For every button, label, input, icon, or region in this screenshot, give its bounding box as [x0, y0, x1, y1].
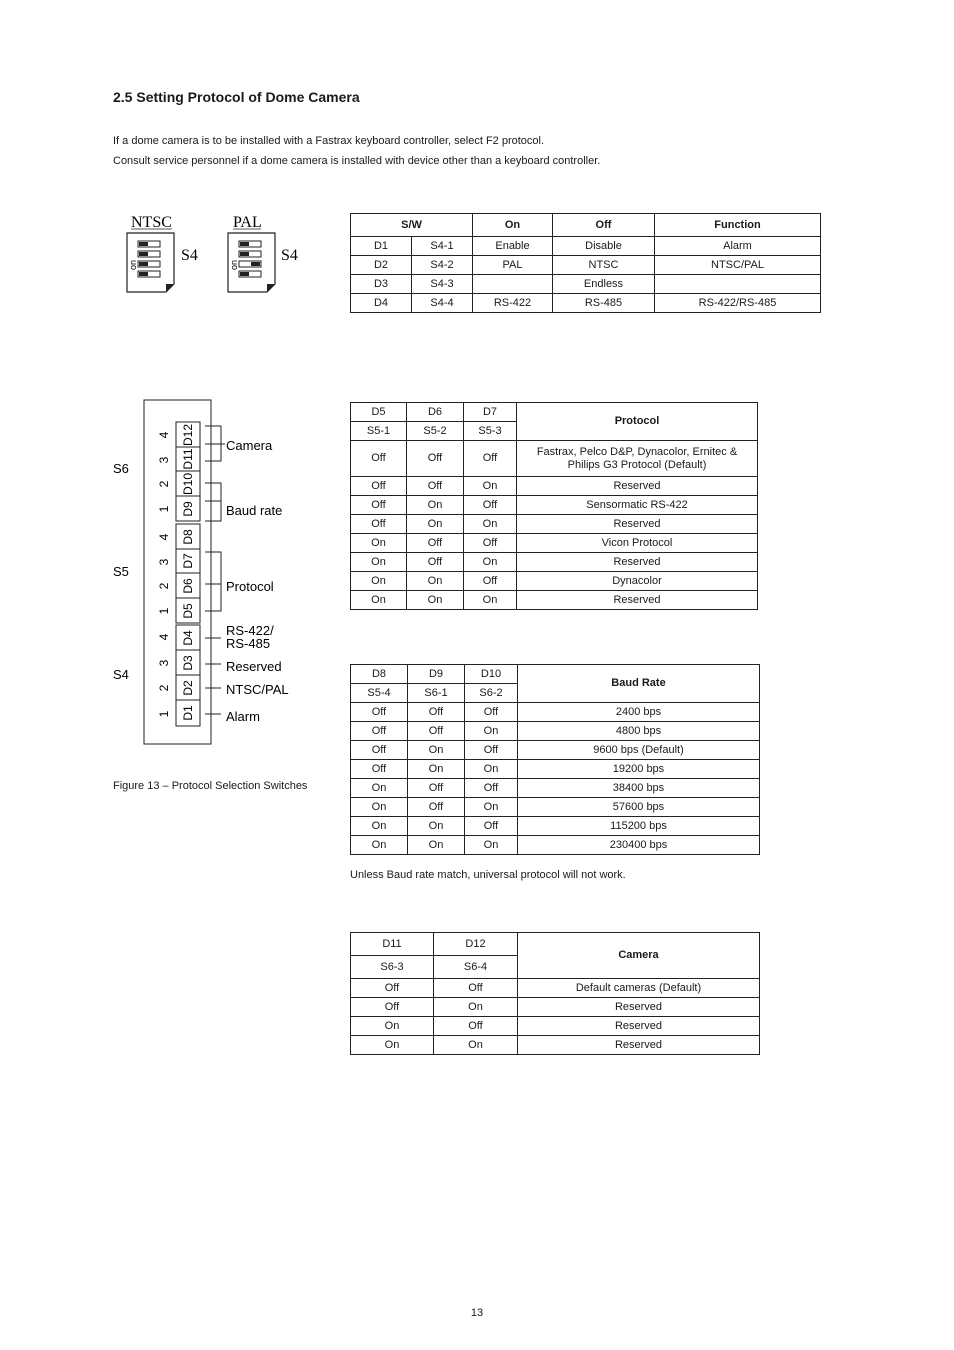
table-cell: Off: [464, 496, 517, 515]
header-function: Function: [655, 214, 821, 237]
pal-on-label: on: [229, 259, 239, 270]
table-cell: Off: [408, 798, 465, 817]
group-label-s6: S6: [113, 461, 129, 476]
table-cell: D1: [351, 237, 412, 256]
table-cell: 19200 bps: [518, 760, 760, 779]
position-number: 3: [157, 558, 171, 566]
table-cell: On: [351, 817, 408, 836]
figure-caption: Figure 13 – Protocol Selection Switches: [113, 780, 308, 792]
table-cell: Reserved: [517, 515, 758, 534]
table-row: [351, 515, 758, 534]
table-cell: Off: [464, 572, 517, 591]
header-d8: D8: [351, 665, 408, 684]
table-cell: Off: [407, 553, 464, 572]
header-d5: D5: [351, 403, 407, 422]
table-cell: Off: [434, 979, 518, 998]
table-cell: Off: [464, 534, 517, 553]
table-cell: 115200 bps: [518, 817, 760, 836]
table-cell: On: [464, 477, 517, 496]
label-baud-rate: Baud rate: [226, 503, 283, 518]
table-cell: On: [351, 836, 408, 855]
intro-text: [113, 131, 600, 171]
intro-line-2: Consult service personnel if a dome camera is installed with device other than a keyboard controller.: [113, 155, 601, 167]
table-cell: On: [464, 515, 517, 534]
table-cell: Off: [407, 477, 464, 496]
header-off: Off: [553, 214, 655, 237]
group-label-s5: S5: [113, 564, 129, 579]
table-cell: Off: [351, 496, 407, 515]
switch-label-d5: D5: [181, 603, 195, 619]
switch-label-d7: D7: [181, 553, 195, 569]
switch-label-d6: D6: [181, 578, 195, 594]
table-cell: Off: [351, 477, 407, 496]
table-cell: Reserved: [518, 1017, 760, 1036]
table-header-row: [351, 403, 758, 422]
label-reserved: Reserved: [226, 659, 282, 674]
switch-label-d4: D4: [181, 630, 195, 646]
table-cell: D4: [351, 294, 412, 313]
table-row: [351, 741, 760, 760]
position-number: 1: [157, 710, 171, 718]
label-alarm: Alarm: [226, 709, 260, 724]
header-camera: Camera: [518, 933, 760, 979]
table-cell: On: [465, 798, 518, 817]
header-d11: D11: [351, 933, 434, 956]
position-number: 3: [157, 659, 171, 667]
table-cell: Default cameras (Default): [518, 979, 760, 998]
pal-label: PAL: [233, 214, 262, 231]
switch-function-table: [350, 213, 821, 313]
label-camera: Camera: [226, 438, 273, 453]
table-row: [351, 798, 760, 817]
table-cell: S4-4: [412, 294, 473, 313]
switch-label-d10: D10: [181, 472, 195, 496]
header-d6: D6: [407, 403, 464, 422]
table-cell: NTSC: [553, 256, 655, 275]
table-row: [351, 237, 821, 256]
table-cell: On: [351, 591, 407, 610]
table-cell: On: [351, 572, 407, 591]
table-row: [351, 275, 821, 294]
table-cell: S4-2: [412, 256, 473, 275]
table-row: [351, 979, 760, 998]
label-ntsc-pal: NTSC/PAL: [226, 682, 289, 697]
table-cell: On: [407, 572, 464, 591]
protocol-default-line-2: Philips G3 Protocol (Default): [567, 458, 707, 471]
label-protocol: Protocol: [226, 579, 274, 594]
header-baud-rate: Baud Rate: [518, 665, 760, 703]
table-cell: Reserved: [517, 553, 758, 572]
switch-label-d1: D1: [181, 705, 195, 721]
position-number: 2: [157, 684, 171, 692]
table-cell: Off: [464, 441, 517, 477]
protocol-table: [350, 402, 758, 610]
switch-label-d8: D8: [181, 529, 195, 545]
table-row: [351, 441, 758, 477]
table-cell: 230400 bps: [518, 836, 760, 855]
position-number: 2: [157, 582, 171, 590]
position-number: 3: [157, 456, 171, 464]
table-row: [351, 477, 758, 496]
switch-label-d11: D11: [181, 448, 195, 470]
table-cell: On: [351, 534, 407, 553]
table-cell: Off: [351, 760, 408, 779]
protocol-default-line-1: Fastrax, Pelco D&P, Dynacolor, Ernitec &: [536, 445, 738, 458]
table-cell: On: [407, 496, 464, 515]
table-row: [351, 703, 760, 722]
table-header-row: [351, 214, 821, 237]
table-cell: Off: [465, 741, 518, 760]
section-heading: 2.5 Setting Protocol of Dome Camera: [113, 89, 360, 105]
table-cell: [517, 441, 758, 477]
table-cell: On: [351, 1036, 434, 1055]
subheader-s5-3: S5-3: [464, 422, 517, 441]
pal-s4-label: S4: [281, 247, 298, 264]
table-cell: Off: [407, 534, 464, 553]
table-cell: Dynacolor: [517, 572, 758, 591]
baud-rate-table: [350, 664, 760, 855]
camera-table: [350, 932, 760, 1055]
table-cell: On: [351, 553, 407, 572]
table-cell: D3: [351, 275, 412, 294]
table-cell: On: [465, 722, 518, 741]
table-cell: Alarm: [655, 237, 821, 256]
table-cell: Reserved: [517, 591, 758, 610]
subheader-s5-2: S5-2: [407, 422, 464, 441]
table-cell: Off: [351, 441, 407, 477]
header-protocol: Protocol: [517, 403, 758, 441]
header-d12: D12: [434, 933, 518, 956]
table-cell: Endless: [553, 275, 655, 294]
subheader-s5-1: S5-1: [351, 422, 407, 441]
position-number: 1: [157, 505, 171, 513]
position-number: 1: [157, 607, 171, 615]
table-cell: Reserved: [518, 1036, 760, 1055]
table-cell: Off: [408, 703, 465, 722]
table-cell: On: [407, 515, 464, 534]
table-row: [351, 591, 758, 610]
position-number: 4: [157, 431, 171, 439]
table-cell: Off: [465, 817, 518, 836]
table-cell: Off: [465, 703, 518, 722]
table-cell: RS-422/RS-485: [655, 294, 821, 313]
dip-switch-diagram: [120, 208, 320, 300]
label-rs422: RS-422/: [226, 623, 274, 638]
table-cell: 2400 bps: [518, 703, 760, 722]
table-cell: On: [465, 836, 518, 855]
table-cell: Off: [434, 1017, 518, 1036]
ntsc-label: NTSC: [131, 214, 172, 231]
table-row: [351, 760, 760, 779]
table-row: [351, 1017, 760, 1036]
table-cell: On: [351, 779, 408, 798]
table-cell: S4-1: [412, 237, 473, 256]
table-cell: 9600 bps (Default): [518, 741, 760, 760]
table-cell: Off: [465, 779, 518, 798]
table-cell: Off: [408, 722, 465, 741]
table-cell: On: [434, 1036, 518, 1055]
table-cell: RS-485: [553, 294, 655, 313]
table-cell: S4-3: [412, 275, 473, 294]
pal-dip-icon: [228, 233, 275, 292]
table-cell: On: [408, 760, 465, 779]
table-cell: 4800 bps: [518, 722, 760, 741]
subheader-s6-1: S6-1: [408, 684, 465, 703]
table-cell: On: [464, 591, 517, 610]
table-row: [351, 998, 760, 1017]
switch-label-d9: D9: [181, 501, 195, 517]
switch-label-d2: D2: [181, 680, 195, 696]
table-cell: Vicon Protocol: [517, 534, 758, 553]
position-number: 4: [157, 533, 171, 541]
switch-label-d3: D3: [181, 655, 195, 671]
table-cell: NTSC/PAL: [655, 256, 821, 275]
table-row: [351, 534, 758, 553]
subheader-s6-3: S6-3: [351, 956, 434, 979]
table-cell: Off: [351, 979, 434, 998]
table-cell: Off: [351, 722, 408, 741]
page-number: 13: [470, 1307, 484, 1319]
table-row: [351, 496, 758, 515]
intro-line-1: If a dome camera is to be installed with a Fastrax keyboard controller, select F2 protocol.: [113, 135, 545, 147]
protocol-switch-figure: [108, 395, 308, 750]
table-cell: Disable: [553, 237, 655, 256]
ntsc-dip-icon: [127, 233, 174, 292]
subheader-s6-4: S6-4: [434, 956, 518, 979]
subheader-s6-2: S6-2: [465, 684, 518, 703]
subheader-s5-4: S5-4: [351, 684, 408, 703]
group-label-s4: S4: [113, 667, 129, 682]
table-cell: Enable: [473, 237, 553, 256]
table-cell: On: [464, 553, 517, 572]
switch-label-d12: D12: [181, 423, 195, 447]
table-cell: Reserved: [518, 998, 760, 1017]
header-d9: D9: [408, 665, 465, 684]
table-row: [351, 294, 821, 313]
table-cell: Reserved: [517, 477, 758, 496]
table-cell: On: [408, 836, 465, 855]
table-cell: On: [408, 741, 465, 760]
table-cell: Off: [351, 703, 408, 722]
position-number: 4: [157, 633, 171, 641]
header-sw: S/W: [351, 214, 473, 237]
table-cell: D2: [351, 256, 412, 275]
table-row: [351, 817, 760, 836]
table-cell: On: [351, 798, 408, 817]
table-cell: Off: [351, 998, 434, 1017]
table-cell: PAL: [473, 256, 553, 275]
header-on: On: [473, 214, 553, 237]
table-cell: Sensormatic RS-422: [517, 496, 758, 515]
table-row: [351, 553, 758, 572]
table-cell: [473, 275, 553, 294]
table-cell: On: [434, 998, 518, 1017]
table-cell: On: [408, 817, 465, 836]
ntsc-on-label: on: [128, 259, 138, 270]
table-cell: 38400 bps: [518, 779, 760, 798]
table-cell: Off: [407, 441, 464, 477]
table-cell: On: [351, 1017, 434, 1036]
table-cell: RS-422: [473, 294, 553, 313]
ntsc-s4-label: S4: [181, 247, 198, 264]
table-header-row: [351, 933, 760, 956]
position-number: 2: [157, 480, 171, 488]
header-d10: D10: [465, 665, 518, 684]
table-row: [351, 836, 760, 855]
table-cell: Off: [351, 515, 407, 534]
table-row: [351, 256, 821, 275]
table-cell: 57600 bps: [518, 798, 760, 817]
table-row: [351, 572, 758, 591]
table-header-row: [351, 665, 760, 684]
table-cell: On: [407, 591, 464, 610]
label-rs485: RS-485: [226, 636, 271, 651]
table-cell: [655, 275, 821, 294]
table-cell: Off: [408, 779, 465, 798]
table-row: [351, 1036, 760, 1055]
table-cell: Off: [351, 741, 408, 760]
table-row: [351, 779, 760, 798]
table-cell: On: [465, 760, 518, 779]
table-row: [351, 722, 760, 741]
header-d7: D7: [464, 403, 517, 422]
baud-note: Unless Baud rate match, universal protocol will not work.: [350, 869, 626, 881]
